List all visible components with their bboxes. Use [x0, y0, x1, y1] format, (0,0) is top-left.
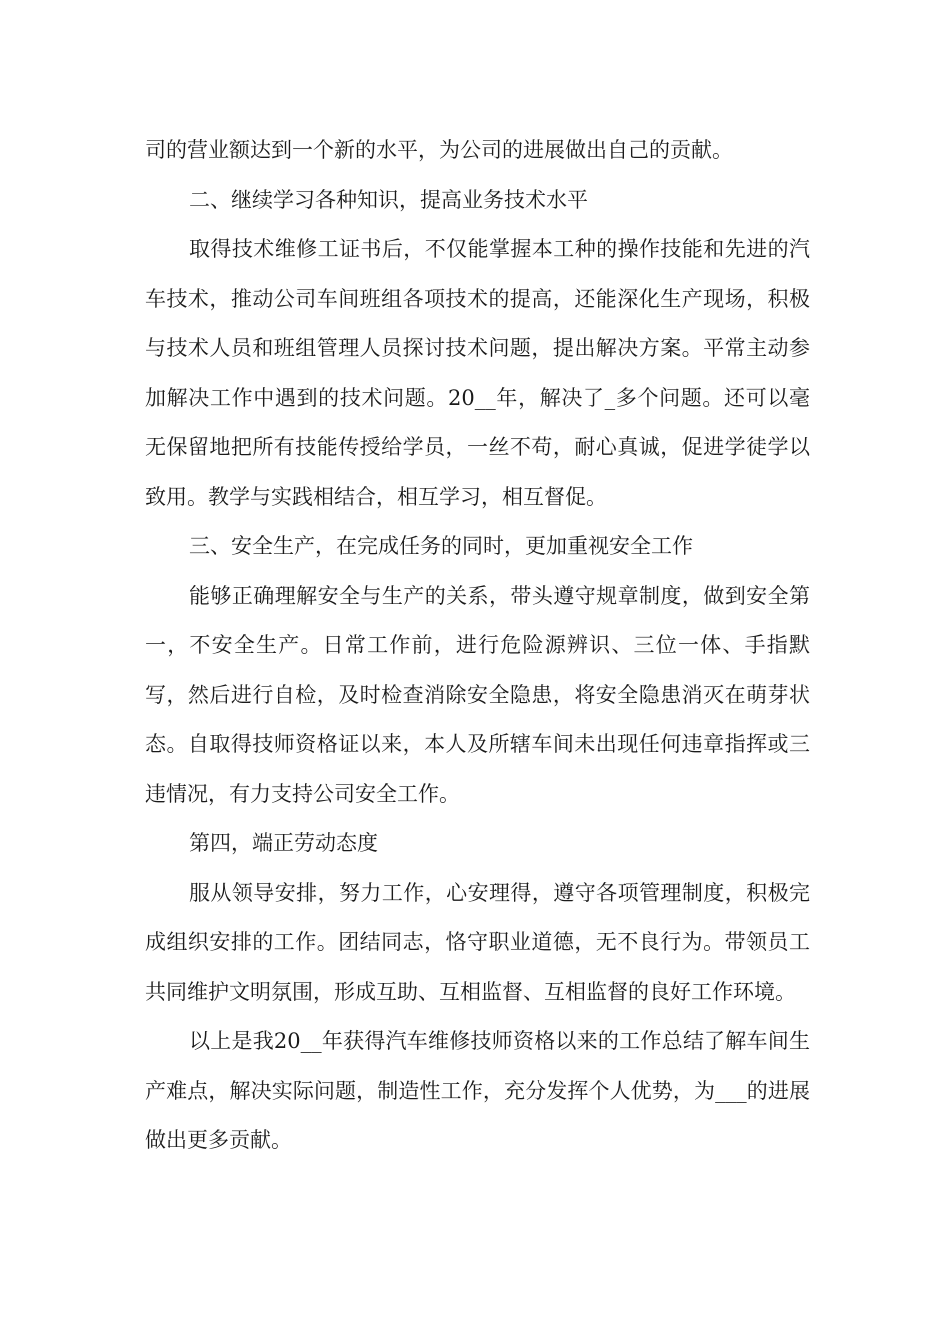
paragraph-8: 以上是我20__年获得汽车维修技师资格以来的工作总结了解车间生产难点，解决实际问题，制造性工作，充分发挥个人优势，为___的进展做出更多贡献。: [145, 1029, 810, 1152]
heading-section-4: 第四，端正劳动态度: [189, 831, 378, 855]
heading-section-2: 二、继续学习各种知识，提高业务技术水平: [189, 187, 588, 212]
paragraph-1: 司的营业额达到一个新的水平，为公司的进展做出自己的贡献。: [145, 138, 733, 162]
paragraph-3: 取得技术维修工证书后，不仅能掌握本工种的操作技能和先进的汽车技术，推动公司车间班组各项技术的提高，还能深化生产现场，积极与技术人员和班组管理人员探讨技术问题，提出解决方案。平常主动参加解决工作中遇到的技术问题。20__年，解决了_多个问题。还可以毫无保留地把所有技能传授给学员，一丝不苟，耐心真诚，促进学徒学以致用。教学与实践相结合，相互学习，相互督促。: [145, 237, 810, 509]
paragraph-7: 服从领导安排，努力工作，心安理得，遵守各项管理制度，积极完成组织安排的工作。团结同志，恪守职业道德，无不良行为。带领员工共同维护文明氛围，形成互助、互相监督、互相监督的良好工作环境。: [145, 880, 810, 1004]
paragraph-5: 能够正确理解安全与生产的关系，带头遵守规章制度，做到安全第一，不安全生产。日常工作前，进行危险源辨识、三位一体、手指默写，然后进行自检，及时检查消除安全隐患，将安全隐患消灭在萌芽状态。自取得技师资格证以来，本人及所辖车间未出现任何违章指挥或三违情况，有力支持公司安全工作。: [145, 583, 810, 806]
document-body: [145, 126, 810, 1166]
heading-section-3: 三、安全生产，在完成任务的同时，更加重视安全工作: [189, 534, 693, 558]
